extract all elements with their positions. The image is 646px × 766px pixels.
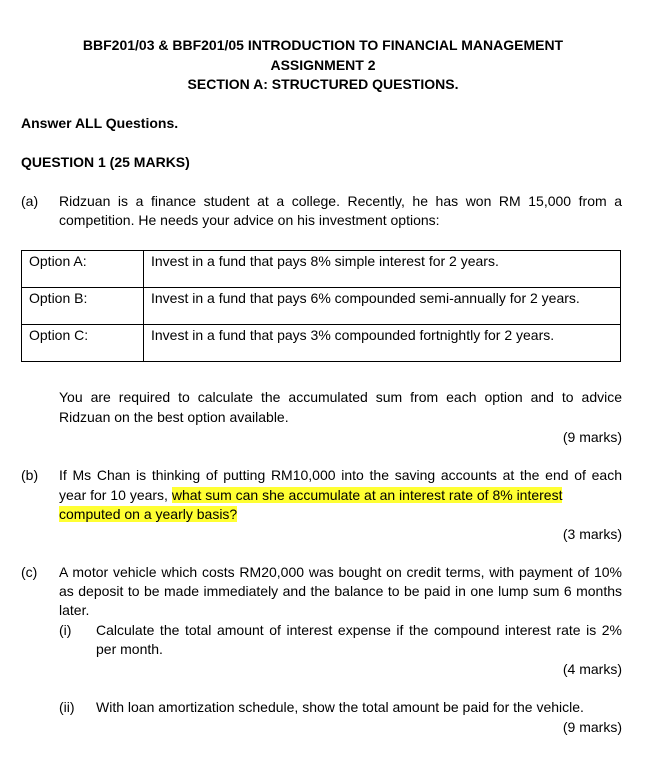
option-b-text: Invest in a fund that pays 6% compounded semi-annually for 2 years. (144, 288, 621, 325)
part-c-ii-label: (ii) (59, 699, 75, 715)
part-b-line-2 (59, 487, 622, 503)
part-b-highlighted-text-2: computed on a yearly basis? (59, 506, 238, 522)
instruction: Answer ALL Questions. (21, 115, 179, 131)
part-a-marks: (9 marks) (562, 429, 622, 445)
options-table (21, 250, 621, 362)
part-c-i-marks: (4 marks) (562, 661, 622, 677)
part-c-label: (c) (21, 564, 38, 580)
part-b-line-3 (59, 506, 237, 522)
part-b-label: (b) (21, 467, 39, 483)
part-b-marks: (3 marks) (562, 526, 622, 542)
part-c-ii-marks: (9 marks) (562, 719, 622, 735)
part-c-ii-line-1: With loan amortization schedule, show the total amount be paid for the vehicle. (96, 699, 584, 715)
table-row (22, 251, 621, 288)
table-row (22, 288, 621, 325)
part-c-line-3: later. (59, 602, 90, 618)
part-a-label: (a) (21, 193, 39, 209)
option-c-label: Option C: (22, 325, 144, 362)
option-a-text: Invest in a fund that pays 8% simple interest for 2 years. (144, 251, 621, 288)
section-title: SECTION A: STRUCTURED QUESTIONS. (187, 76, 459, 92)
question-title: QUESTION 1 (25 MARKS) (21, 154, 190, 170)
part-a-task-line-1: You are required to calculate the accumulated sum from each option and to advice (59, 389, 622, 405)
assignment-title: ASSIGNMENT 2 (270, 57, 376, 73)
table-row (22, 325, 621, 362)
part-c-i-label: (i) (59, 622, 72, 638)
part-c-line-2: as deposit to be made immediately and the balance to be paid in one lump sum 6 months (59, 583, 622, 599)
document-title: BBF201/03 & BBF201/05 INTRODUCTION TO FINANCIAL MANAGEMENT (82, 37, 564, 53)
part-b-line-1: If Ms Chan is thinking of putting RM10,000 into the saving accounts at the end of each (59, 467, 622, 483)
option-b-label: Option B: (22, 288, 144, 325)
part-a-task-line-2: Ridzuan on the best option available. (59, 409, 289, 425)
part-b-line-2-plain: year for 10 years, (59, 487, 168, 503)
part-a-line-1: Ridzuan is a finance student at a college. Recently, he has won RM 15,000 from a (59, 193, 622, 209)
part-c-i-line-1: Calculate the total amount of interest expense if the compound interest rate is 2% (96, 622, 622, 638)
part-c-i-line-2: per month. (96, 641, 163, 657)
part-c-line-1: A motor vehicle which costs RM20,000 was bought on credit terms, with payment of 10% (59, 564, 622, 580)
option-a-label: Option A: (22, 251, 144, 288)
part-b-highlighted-text: what sum can she accumulate at an interest rate of 8% interest (171, 487, 563, 503)
option-c-text: Invest in a fund that pays 3% compounded fortnightly for 2 years. (144, 325, 621, 362)
part-a-line-2: competition. He needs your advice on his investment options: (59, 212, 440, 228)
